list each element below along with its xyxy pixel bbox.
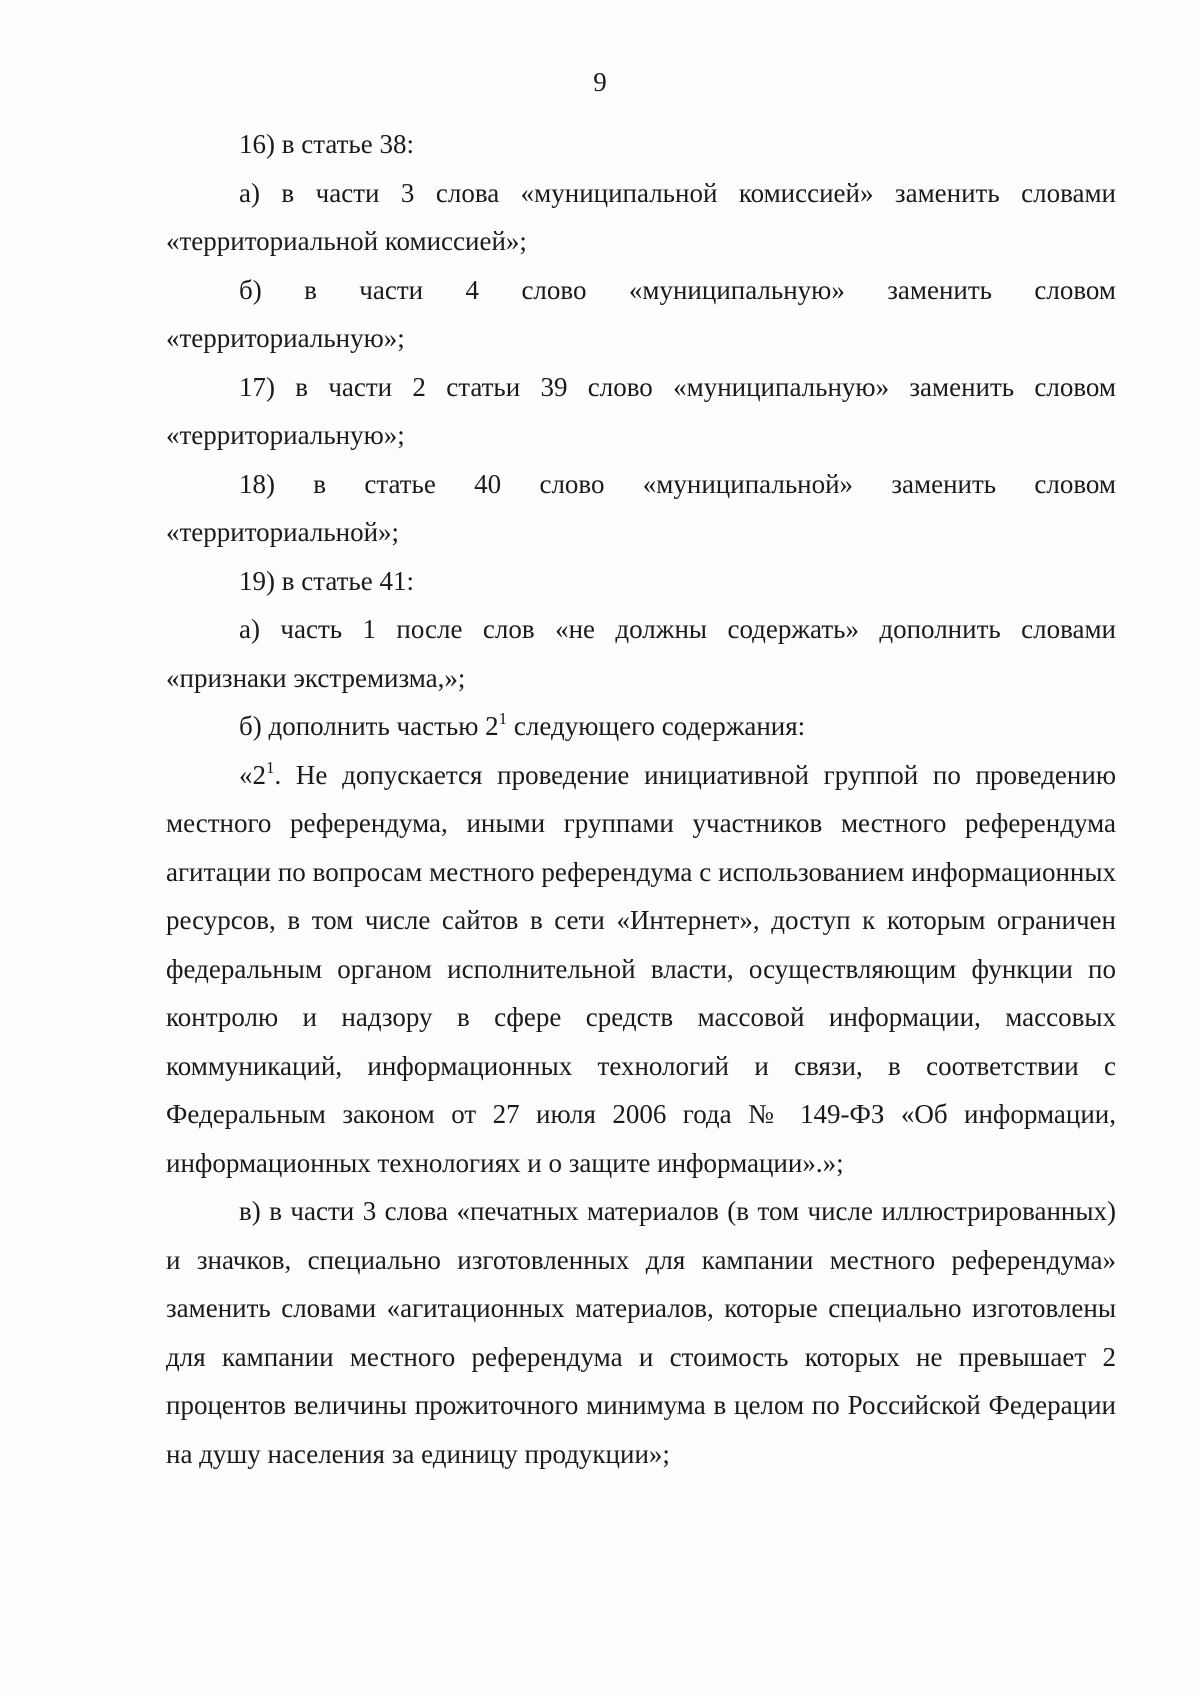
paragraph-41-a-line-2: «признаки экстремизма,»; bbox=[166, 662, 466, 693]
paragraph-item-18-line-2: «территориальной»; bbox=[166, 517, 400, 547]
paragraph-item-18-line-1: 18) в статье 40 слово «муниципальной» заменить словом bbox=[239, 468, 1116, 499]
paragraph-part-2-1-text: . Не допускается проведение инициативной группой по проведению местного референдума, иными группами участников местного референдума агитации по вопросам местного референдума с использованием информационных ресурсов, в том числе сайтов в сети «Интернет», доступ к которым ограничен федеральным органом исполнительной власти, осуществляющим функции по контролю и надзору в сфере средств массовой информации, массовых коммуникаций, информационных технологий и связи, в соответствии с Федеральным законом от 27 июля 2006 года № 149-ФЗ «Об информации, информационных технологиях и о защите информации».»; bbox=[166, 759, 1116, 1178]
paragraph-41-b bbox=[166, 702, 1116, 751]
paragraph-41-v: в) в части 3 слова «печатных материалов (в том числе иллюстрированных) и значков, специально изготовленных для кампании местного референдума» заменить словами «агитационных материалов, которые специально изготовлены для кампании местного референдума и стоимость которых не превышает 2 процентов величины прожиточного минимума в целом по Российской Федерации на душу населения за единицу продукции»; bbox=[166, 1196, 1116, 1469]
paragraph-item-16: 16) в статье 38: bbox=[239, 129, 414, 159]
paragraph-item-17-line-1: 17) в части 2 статьи 39 слово «муниципальную» заменить словом bbox=[239, 371, 1116, 402]
paragraph-41-a-line-1: а) часть 1 после слов «не должны содержать» дополнить словами bbox=[239, 614, 1116, 644]
paragraph-part-2-1-start: «2 bbox=[239, 759, 266, 790]
superscript-index: 1 bbox=[498, 709, 508, 728]
paragraph-item-17-line-2: «территориальную»; bbox=[166, 420, 405, 450]
paragraph-41-b-text-end: следующего содержания: bbox=[507, 711, 806, 741]
paragraph-38-b-line-2: «территориальную»; bbox=[166, 323, 405, 353]
paragraph-38-a-line-2: «территориальной комиссией»; bbox=[166, 226, 527, 256]
page-number: 9 bbox=[593, 67, 607, 97]
document-body bbox=[166, 120, 1116, 1478]
paragraph-38-b-line-1: б) в части 4 слово «муниципальную» заменить словом bbox=[239, 274, 1116, 305]
paragraph-38-a-line-1: а) в части 3 слова «муниципальной комиссией» заменить словами bbox=[239, 177, 1116, 208]
superscript-index: 1 bbox=[266, 757, 275, 777]
paragraph-41-b-text: б) дополнить частью 2 bbox=[239, 711, 499, 741]
paragraph-part-2-1 bbox=[166, 751, 1116, 1188]
paragraph-item-19: 19) в статье 41: bbox=[239, 565, 414, 596]
